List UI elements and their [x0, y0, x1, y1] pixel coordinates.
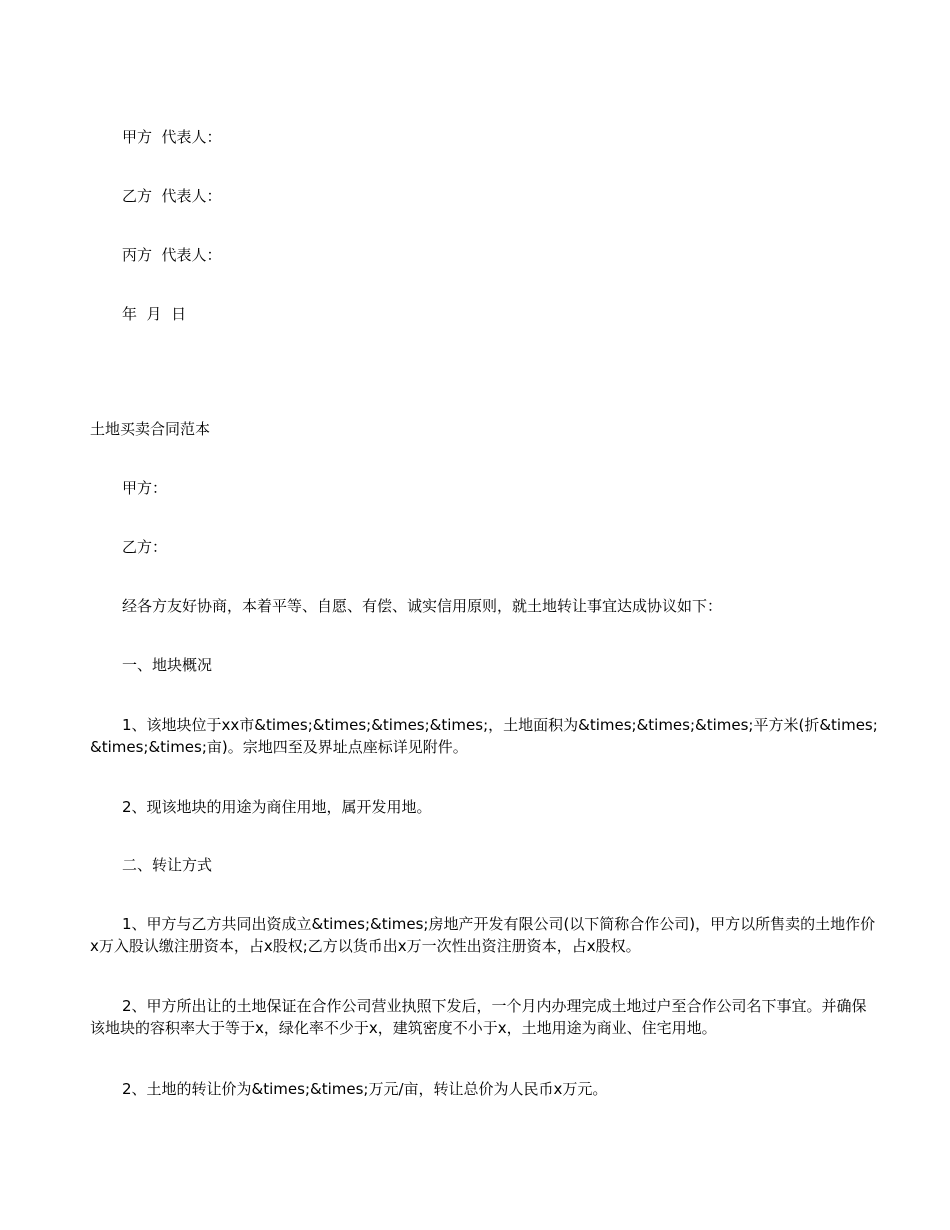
contract-party-a: 甲方： — [122, 479, 168, 497]
contract-title: 土地买卖合同范本 — [90, 420, 211, 438]
section-2-item-2: 2、甲方所出让的土地保证在合作公司营业执照下发后，一个月内办理完成土地过户至合作公司名下事宜。并确保该地块的容积率大于等于x，绿化率不少于x，建筑密度不小于x，土地用途为商业、住宅用地。 — [90, 997, 867, 1037]
signature-party-b: 乙方 代表人： — [122, 187, 222, 205]
section-2-heading: 二、转让方式 — [122, 856, 213, 874]
section-2-item-1: 1、甲方与乙方共同出资成立&times;&times;房地产开发有限公司(以下简称合作公司)，甲方以所售卖的土地作价x万入股认缴注册资本，占x股权;乙方以货币出x万一次性出资注册资本，占x股权。 — [90, 915, 876, 955]
signature-party-c: 丙方 代表人： — [122, 246, 222, 264]
section-1-item-1: 1、该地块位于xx市&times;&times;&times;&times;，土地面积为&times;&times;&times;平方米(折&times;&times;&times;亩)。宗地四至及界址点座标详见附件。 — [90, 716, 878, 756]
contract-party-b: 乙方： — [122, 538, 168, 556]
section-1-item-2: 2、现该地块的用途为商住用地，属开发用地。 — [122, 798, 432, 816]
contract-preamble: 经各方友好协商，本着平等、自愿、有偿、诚实信用原则，就土地转让事宜达成协议如下： — [122, 597, 723, 615]
signature-party-a: 甲方 代表人： — [122, 128, 222, 146]
section-2-item-3: 2、土地的转让价为&times;&times;万元/亩，转让总价为人民币x万元。 — [122, 1080, 608, 1098]
section-1-heading: 一、地块概况 — [122, 656, 213, 674]
signature-date: 年 月 日 — [122, 305, 187, 323]
